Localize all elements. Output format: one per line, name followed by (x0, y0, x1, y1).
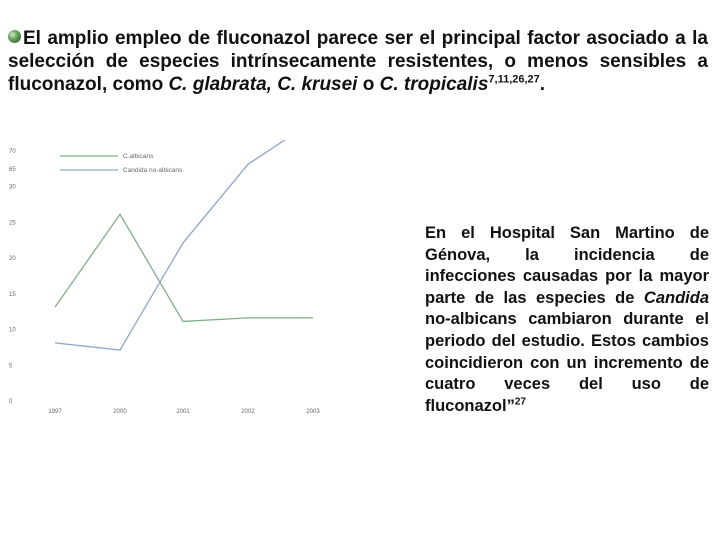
chart-svg (0, 140, 400, 420)
y-tick-label: 30 (9, 184, 16, 191)
series-line (55, 214, 313, 321)
intro-text: El amplio empleo de fluconazol parece ser el principal factor asociado a la selección de especies intrínsecamente resistentes, o menos sensibles a fluconazol, como (8, 28, 708, 95)
x-tick-label: 2001 (176, 409, 190, 415)
species-last-text: C. tropicalis (379, 74, 489, 95)
y-tick-label: 65 (9, 166, 16, 173)
species-text: C. glabrata, C. krusei (168, 74, 358, 95)
y-tick-label: 5 (9, 363, 13, 370)
y-tick-label: 0 (9, 399, 13, 405)
line-chart (0, 140, 400, 420)
intro-refs: 7,11,26,27 (488, 73, 540, 86)
x-tick-label: 1997 (48, 409, 62, 415)
quote-text-1: En el Hospital San Martino de Génova, la incidencia de infecciones causadas por la mayor parte de las especies de (425, 224, 709, 307)
quote-text-2: no-albicans cambiaron durante el periodo del estudio. Estos cambios coincidieron con un incremento de cuatro veces del uso de fluconazol” (425, 310, 709, 415)
connector-text: o (357, 74, 380, 95)
y-tick-label: 70 (9, 149, 16, 155)
legend-label: Candida no-albicans (123, 167, 183, 174)
legend-label: C.albicans (123, 153, 154, 160)
intro-end: . (539, 74, 546, 95)
x-tick-label: 2002 (241, 409, 255, 415)
quote-genus: Candida (643, 288, 709, 307)
intro-paragraph (8, 27, 708, 96)
y-tick-label: 25 (9, 220, 16, 227)
x-tick-label: 2000 (113, 409, 127, 415)
y-tick-label: 20 (9, 256, 16, 263)
quote-ref: 27 (514, 396, 526, 408)
y-tick-label: 10 (9, 327, 16, 334)
bullet-icon (8, 30, 21, 43)
quote-paragraph (425, 223, 709, 417)
x-tick-label: 2003 (306, 409, 320, 415)
y-tick-label: 15 (9, 291, 16, 298)
